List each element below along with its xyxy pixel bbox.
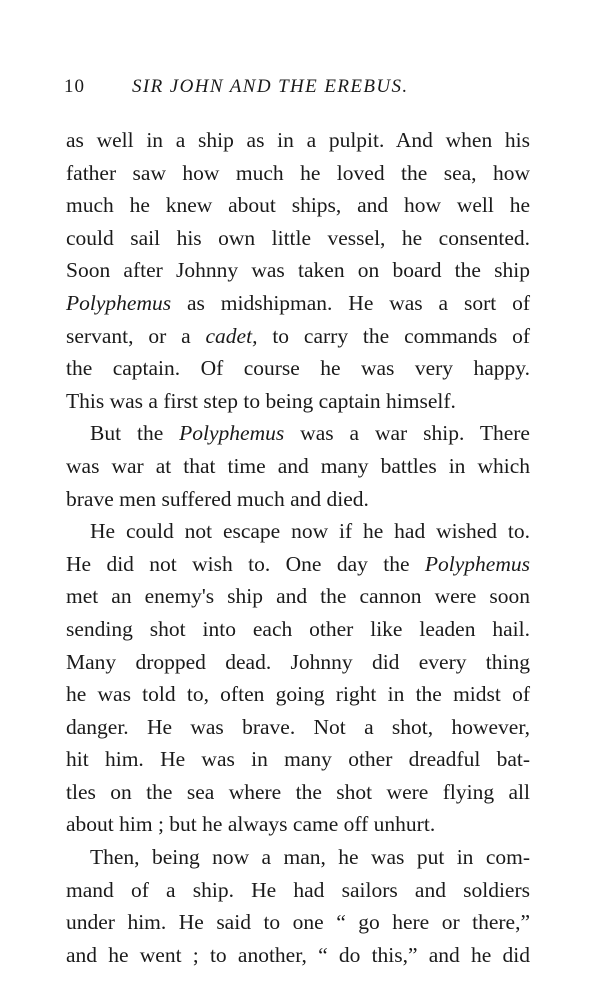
text-segment: under him. He said to one “ go here or there,”: [66, 910, 530, 935]
text-line: [66, 352, 530, 385]
text-line: [66, 548, 530, 581]
text-segment: could sail his own little vessel, he consented.: [66, 225, 530, 250]
text-line: [66, 711, 530, 744]
page-header: [64, 76, 544, 106]
text-segment: This was a first step to being captain himself.: [66, 388, 456, 413]
text-line: [66, 417, 530, 450]
text-line: [66, 613, 530, 646]
text-segment: he was told to, often going right in the midst of: [66, 682, 530, 707]
text-segment: and he went ; to another, “ do this,” and he did: [66, 942, 530, 967]
text-segment: danger. He was brave. Not a shot, however,: [66, 714, 530, 739]
text-line: [66, 450, 530, 483]
text-line: [66, 189, 530, 222]
text-line: [66, 320, 530, 353]
text-line: [66, 678, 530, 711]
text-line: [66, 906, 530, 939]
text-segment: mand of a ship. He had sailors and soldiers: [66, 877, 530, 902]
text-segment: much he knew about ships, and how well he: [66, 193, 530, 218]
text-segment: Many dropped dead. Johnny did every thing: [66, 649, 530, 674]
text-line: [66, 841, 530, 874]
text-line: [66, 287, 530, 320]
text-segment: servant, or a: [66, 323, 206, 348]
text-segment: met an enemy's ship and the cannon were soon: [66, 584, 530, 609]
text-line: [66, 124, 530, 157]
text-line: [66, 222, 530, 255]
text-line: [66, 515, 530, 548]
text-segment: was a war ship. There: [284, 421, 530, 446]
text-segment: But the: [90, 421, 180, 446]
running-title: SIR JOHN AND THE EREBUS.: [132, 76, 409, 97]
text-segment: as midshipman. He was a sort of: [171, 290, 530, 315]
text-segment: hit him. He was in many other dreadful bat-: [66, 747, 530, 772]
text-segment: tles on the sea where the shot were flying all: [66, 779, 530, 804]
text-segment: the captain. Of course he was very happy.: [66, 356, 530, 381]
text-line: [66, 939, 530, 972]
text-segment: as well in a ship as in a pulpit. And when his: [66, 128, 530, 152]
text-segment: He could not escape now if he had wished to.: [90, 519, 530, 544]
italic-text: Polyphemus: [66, 290, 172, 315]
text-segment: brave men suffered much and died.: [66, 486, 369, 511]
text-line: [66, 776, 530, 809]
page-number: 10: [64, 76, 85, 97]
body-text: [66, 124, 530, 971]
text-line: [66, 874, 530, 907]
text-segment: Soon after Johnny was taken on board the ship: [66, 258, 530, 283]
text-segment: He did not wish to. One day the: [66, 551, 425, 576]
text-line: [66, 157, 530, 190]
text-line: [66, 483, 530, 516]
text-line: [66, 580, 530, 613]
text-line: [66, 646, 530, 679]
text-segment: was war at that time and many battles in which: [66, 453, 530, 478]
text-line: [66, 808, 530, 841]
text-line: [66, 385, 530, 418]
text-segment: about him ; but he always came off unhurt.: [66, 812, 436, 837]
text-segment: sending shot into each other like leaden hail.: [66, 616, 530, 641]
italic-text: Polyphemus: [179, 421, 285, 446]
text-segment: father saw how much he loved the sea, how: [66, 160, 530, 185]
text-line: [66, 743, 530, 776]
text-line: [66, 254, 530, 287]
italic-text: cadet,: [205, 323, 258, 348]
italic-text: Polyphemus: [424, 551, 530, 576]
text-segment: Then, being now a man, he was put in com-: [90, 845, 530, 870]
text-segment: to carry the commands of: [257, 323, 530, 348]
